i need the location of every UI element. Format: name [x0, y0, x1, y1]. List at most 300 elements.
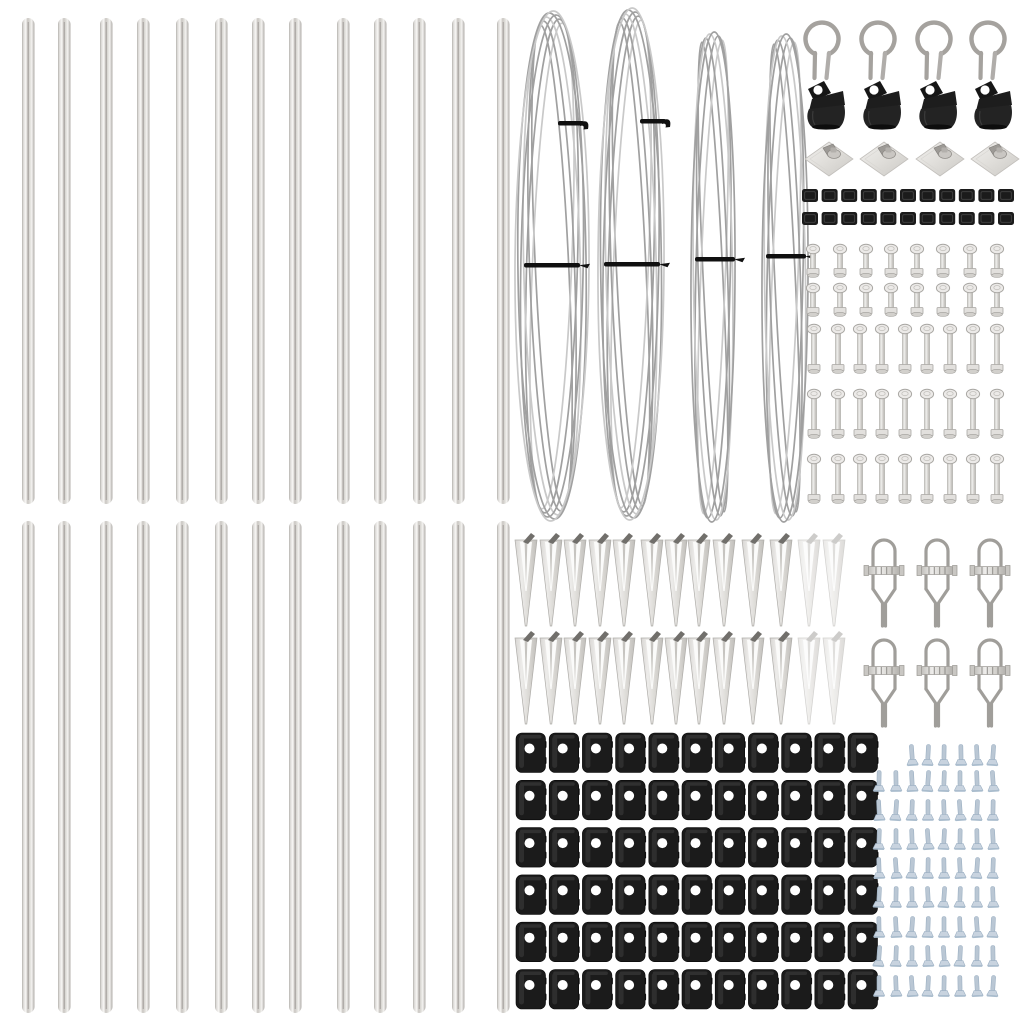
fence-post: [215, 18, 228, 504]
screw: [922, 770, 935, 792]
clip-highlight: [785, 878, 790, 910]
fence-post: [137, 521, 150, 1013]
bolt-nut-base: [968, 499, 979, 503]
screw-head: [988, 901, 999, 906]
clip-top-highlight: [653, 972, 675, 976]
bolt-head: [990, 244, 1003, 254]
post-seam: [503, 22, 504, 500]
clip-hole: [757, 744, 767, 754]
clip-top-highlight: [819, 830, 841, 834]
fence-clip: [549, 922, 580, 962]
screw-shaft: [909, 744, 914, 760]
clip-hole: [624, 791, 634, 801]
bolt-nut-base: [886, 273, 897, 277]
clip-top-highlight: [620, 924, 642, 928]
fence-post: [176, 521, 189, 1013]
fence-clip: [815, 922, 846, 962]
roller-end: [900, 566, 905, 576]
hook-leg: [827, 53, 830, 78]
clip-top-highlight: [520, 877, 542, 881]
ground-spike: [564, 533, 586, 626]
clip-highlight: [652, 878, 657, 910]
ground-spikes: [515, 533, 845, 724]
clip-hole: [823, 933, 833, 943]
clip-hole: [724, 980, 734, 990]
ground-spike: [540, 631, 562, 724]
clip-hole: [525, 980, 535, 990]
square-nut: [861, 189, 877, 202]
clip-top-highlight: [786, 972, 808, 976]
screw: [922, 945, 934, 967]
post-seam: [64, 22, 65, 500]
screw: [938, 945, 951, 967]
fence-post: [374, 521, 387, 1013]
screw-shaft: [910, 886, 914, 902]
clip-top-highlight: [653, 877, 675, 881]
clip-hole: [624, 980, 634, 990]
screw-shaft: [975, 770, 980, 786]
screw: [987, 744, 1000, 766]
bolt-nut-base: [992, 434, 1003, 438]
fence-clip: [848, 922, 879, 962]
fence-post: [452, 521, 465, 1013]
square-nuts: [802, 189, 1014, 225]
screw-shaft: [942, 886, 947, 902]
wire-coil: [690, 32, 745, 522]
bolt-nut-base: [922, 499, 933, 503]
zip-tie: [640, 119, 666, 124]
zip-tie: [524, 263, 580, 268]
screw: [922, 916, 934, 938]
bolt-head: [966, 454, 979, 464]
clip-highlight: [785, 784, 790, 816]
clip-hole: [591, 791, 601, 801]
screw: [906, 857, 918, 879]
fence-clip: [815, 828, 846, 868]
fence-clip: [682, 828, 713, 868]
bolt-head: [831, 454, 844, 464]
clip-highlight: [851, 737, 856, 769]
clip-hole: [558, 980, 568, 990]
tensioner-wire: [979, 589, 989, 626]
screw-head-base: [938, 764, 949, 766]
hex-bolt: [853, 454, 866, 503]
bolt-head: [807, 324, 820, 334]
fence-post: [22, 521, 35, 1013]
bolt-shaft: [811, 396, 816, 431]
post-seam: [64, 525, 65, 1009]
hex-bolt: [898, 324, 911, 373]
screws: [873, 744, 1000, 997]
screw-shaft: [925, 886, 930, 902]
screw-head: [891, 990, 902, 995]
hook-leg: [927, 53, 928, 78]
fence-clip: [682, 922, 713, 962]
bolt-head: [990, 324, 1003, 334]
bolt-head: [807, 454, 820, 464]
clip-top-highlight: [586, 924, 608, 928]
bolt-shaft: [857, 461, 862, 496]
screw-shaft: [942, 857, 946, 873]
clip-top-highlight: [752, 972, 774, 976]
screw: [906, 886, 918, 907]
clip-highlight: [585, 973, 590, 1005]
hex-bolt: [875, 389, 888, 438]
screw-shaft: [877, 976, 881, 992]
clip-top-highlight: [786, 877, 808, 881]
ground-spike: [742, 533, 764, 626]
screw-shaft: [910, 946, 914, 962]
hex-bolt: [807, 454, 820, 503]
bolt-head: [833, 244, 846, 254]
screw: [938, 886, 951, 908]
bolt-shaft: [811, 331, 816, 366]
clip-top-highlight: [852, 924, 874, 928]
post-seam: [419, 525, 420, 1009]
roller-end: [917, 666, 922, 676]
anchor-plate: [860, 142, 908, 176]
fence-clip: [649, 922, 680, 962]
clip-highlight: [552, 973, 557, 1005]
screw-head-base: [988, 965, 999, 967]
clip-highlight: [652, 737, 657, 769]
post-seam: [106, 525, 107, 1009]
clip-hole: [724, 885, 734, 895]
bolt-head: [875, 324, 888, 334]
fence-clip: [748, 875, 779, 915]
clip-highlight: [519, 878, 524, 910]
post-seam: [221, 525, 222, 1009]
fence-clip: [616, 875, 647, 915]
fence-clip: [782, 733, 813, 773]
fence-clip: [616, 780, 647, 820]
screw: [906, 975, 919, 997]
clip-highlight: [785, 831, 790, 863]
anchor-plate: [805, 142, 853, 176]
clip-hole: [558, 885, 568, 895]
screw-head-base: [938, 936, 949, 938]
tensioner-wire: [926, 589, 936, 626]
bolt-shaft: [924, 331, 929, 366]
fence-clip: [582, 875, 613, 915]
clip-top-highlight: [520, 830, 542, 834]
screw-head-base: [922, 877, 933, 879]
screw-shaft: [910, 857, 915, 873]
screw: [971, 916, 984, 938]
bolt-shaft: [970, 461, 975, 496]
fence-post: [100, 18, 113, 504]
clip-highlight: [652, 784, 657, 816]
square-nut: [900, 189, 916, 202]
hex-bolt: [875, 324, 888, 373]
screw-shaft: [877, 886, 882, 902]
screw-head: [907, 785, 918, 791]
bolt-nut-base: [808, 273, 819, 277]
screw: [987, 770, 1000, 792]
screw-shaft: [894, 975, 899, 991]
fence-clip: [848, 875, 879, 915]
post-seam: [182, 525, 183, 1009]
ground-spike: [515, 631, 537, 724]
hook-leg: [993, 53, 996, 78]
hex-bolt: [966, 324, 979, 373]
square-nut: [822, 212, 838, 225]
fence-post: [413, 521, 426, 1013]
hex-bolt: [990, 283, 1003, 316]
clip-highlight: [718, 973, 723, 1005]
clip-highlight: [585, 737, 590, 769]
clip-highlight: [785, 926, 790, 958]
screw-head: [891, 931, 902, 937]
bolt-nut-base: [855, 434, 866, 438]
bolt-nut-base: [808, 312, 819, 316]
screw: [971, 975, 983, 997]
screw-shaft: [926, 975, 931, 991]
fence-clip: [516, 922, 547, 962]
post-cap: [974, 81, 1012, 130]
hex-bolt: [898, 389, 911, 438]
bolt-head: [966, 324, 979, 334]
bolt-nut-base: [992, 273, 1003, 277]
screw: [906, 799, 918, 821]
screw-shaft: [926, 744, 931, 760]
hex-bolt: [966, 389, 979, 438]
tensioner-wire: [873, 589, 883, 626]
screw: [954, 975, 966, 996]
roller-end: [953, 666, 958, 676]
post-seam: [458, 22, 459, 500]
hex-bolt: [831, 389, 844, 438]
fence-clip: [748, 780, 779, 820]
fence-clip: [782, 922, 813, 962]
bolts-short: [806, 244, 1003, 316]
screw-shaft: [991, 799, 995, 815]
hex-bolt: [884, 244, 897, 277]
screw: [922, 975, 934, 997]
screw-head: [938, 872, 949, 877]
bolt-head: [859, 283, 872, 293]
fence-post: [137, 18, 150, 504]
clip-highlight: [685, 784, 690, 816]
clip-highlight: [718, 831, 723, 863]
wire-coils: [514, 8, 816, 522]
screw-shaft: [877, 945, 882, 961]
screw-head: [972, 990, 983, 996]
screw-head: [954, 960, 965, 966]
screw: [938, 828, 950, 850]
post-seam: [343, 525, 344, 1009]
clip-hole: [525, 791, 535, 801]
fence-post: [497, 521, 510, 1013]
fence-clip: [715, 922, 746, 962]
bolt-shaft: [994, 331, 999, 366]
screw-head: [906, 872, 917, 878]
screw-shaft: [910, 828, 915, 844]
screw: [954, 828, 966, 849]
fence-clip: [516, 828, 547, 868]
clip-highlight: [619, 831, 624, 863]
wire-tensioner: [970, 640, 1010, 726]
fence-clip: [815, 780, 846, 820]
post-seam: [503, 525, 504, 1009]
clip-top-highlight: [819, 735, 841, 739]
fence-clip: [715, 970, 746, 1010]
fence-clip: [848, 970, 879, 1010]
fence-post: [58, 18, 71, 504]
bolt-shaft: [947, 331, 952, 366]
roller-end: [970, 666, 975, 676]
screw-shaft: [958, 828, 962, 844]
screw-shaft: [877, 770, 881, 786]
screw-shaft: [942, 975, 946, 991]
bolt-shaft: [879, 331, 884, 366]
hook-leg: [883, 53, 886, 78]
clip-hole: [591, 933, 601, 943]
cap-base: [924, 124, 952, 129]
bolt-nut-base: [922, 369, 933, 373]
bolt-head: [943, 454, 956, 464]
roller-bolt: [922, 667, 953, 675]
screw-shaft: [926, 770, 931, 786]
clip-highlight: [685, 878, 690, 910]
fence-clip: [848, 780, 879, 820]
fence-post: [374, 18, 387, 504]
bolt-head: [963, 244, 976, 254]
screw: [890, 857, 903, 879]
bolt-head: [898, 324, 911, 334]
screw: [971, 857, 984, 879]
screw-head: [939, 814, 950, 819]
screw-shaft: [974, 975, 979, 991]
screw-shaft: [942, 917, 946, 933]
screw: [890, 975, 902, 997]
square-nut: [880, 212, 896, 225]
bolt-nut-base: [877, 369, 888, 373]
screw-head-base: [874, 936, 885, 938]
clip-highlight: [519, 973, 524, 1005]
screw-head-base: [938, 995, 949, 997]
screw-head-base: [971, 965, 982, 967]
zip-tie-tail: [662, 119, 670, 127]
fence-clip: [582, 922, 613, 962]
clip-highlight: [619, 737, 624, 769]
bolt-head: [875, 454, 888, 464]
bolt-shaft: [879, 396, 884, 431]
clip-top-highlight: [520, 972, 542, 976]
clip-hole: [657, 885, 667, 895]
clip-hole: [823, 980, 833, 990]
hex-bolt: [859, 244, 872, 277]
square-nut: [880, 189, 896, 202]
zip-tie: [604, 262, 660, 267]
screw-head: [907, 843, 918, 848]
clip-highlight: [585, 784, 590, 816]
clip-top-highlight: [686, 830, 708, 834]
bolt-shaft: [857, 396, 862, 431]
clip-top-highlight: [553, 782, 575, 786]
bolt-shaft: [947, 461, 952, 496]
bolt-nut-base: [992, 312, 1003, 316]
screw-shaft: [991, 744, 996, 760]
screw-shaft: [958, 945, 963, 961]
post-seam: [28, 525, 29, 1009]
square-nut: [939, 189, 955, 202]
clip-highlight: [519, 784, 524, 816]
screw-shaft: [991, 945, 995, 961]
square-nut: [841, 189, 857, 202]
hex-bolt: [943, 454, 956, 503]
tensioner-wire: [979, 689, 989, 726]
screw-shaft: [942, 799, 947, 815]
screw-head: [971, 843, 982, 848]
clip-highlight: [818, 926, 823, 958]
roller-bolt: [975, 667, 1006, 675]
fence-clip: [549, 733, 580, 773]
bolt-head: [943, 389, 956, 399]
hex-bolt: [884, 283, 897, 316]
screw: [922, 857, 934, 878]
screw-head: [955, 759, 966, 764]
bolt-shaft: [994, 396, 999, 431]
screw: [890, 829, 901, 850]
wing-nut-top: [886, 148, 892, 153]
roller-end: [1006, 666, 1011, 676]
fence-clip: [782, 875, 813, 915]
clip-hole: [525, 744, 535, 754]
bolt-nut-base: [945, 499, 956, 503]
clip-hole: [790, 980, 800, 990]
bolt-shaft: [902, 461, 907, 496]
fence-clip: [549, 828, 580, 868]
screw: [890, 945, 902, 967]
post-cap: [863, 81, 901, 130]
screw: [954, 799, 967, 821]
hex-bolt: [807, 324, 820, 373]
hook-ring: [806, 23, 839, 54]
screw: [922, 800, 933, 821]
clip-top-highlight: [586, 782, 608, 786]
fence-clip: [682, 970, 713, 1010]
square-nut: [998, 212, 1014, 225]
screw: [971, 744, 983, 766]
clip-highlight: [652, 973, 657, 1005]
bolt-nut-base: [877, 434, 888, 438]
cap-base: [812, 124, 840, 129]
bolt-head: [936, 244, 949, 254]
clip-top-highlight: [852, 830, 874, 834]
bolt-head: [920, 389, 933, 399]
screw-head: [922, 759, 933, 765]
clip-highlight: [552, 831, 557, 863]
clip-top-highlight: [719, 877, 741, 881]
clip-highlight: [718, 784, 723, 816]
pigtail-hook: [806, 23, 839, 78]
clip-highlight: [585, 926, 590, 958]
fence-post: [252, 18, 265, 504]
post-seam: [458, 525, 459, 1009]
clip-hole: [558, 791, 568, 801]
square-nut: [900, 212, 916, 225]
bolt-shaft: [835, 461, 840, 496]
bolt-head: [898, 454, 911, 464]
clip-top-highlight: [719, 972, 741, 976]
clip-highlight: [685, 973, 690, 1005]
hex-bolt: [875, 454, 888, 503]
clip-hole: [657, 933, 667, 943]
clip-hole: [691, 744, 701, 754]
clip-hole: [657, 980, 667, 990]
fence-clip: [616, 922, 647, 962]
